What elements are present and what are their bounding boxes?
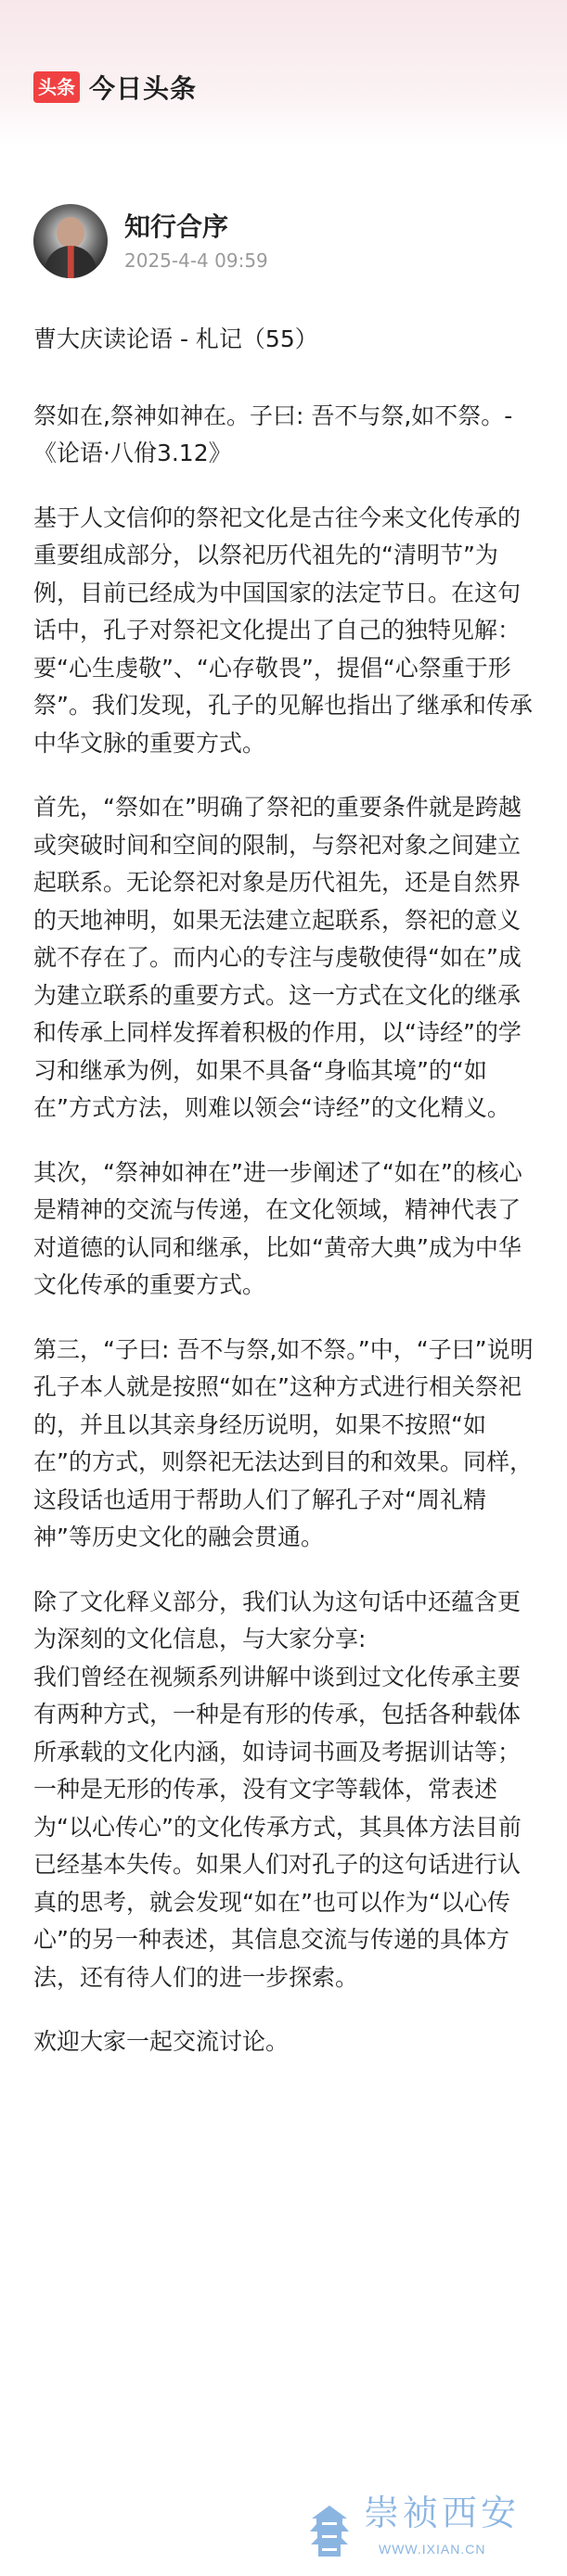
article-paragraph: 第三，“子曰: 吾不与祭,如不祭。”中，“子曰”说明孔子本人就是按照“如在”这种方式进行相关祭祀的，并且以其亲身经历说明，如果不按照“如在”的方式，则祭祀无法达到目的和效果。同样，这段话也适用于帮助人们了解孔子对“周礼精神”等历史文化的融会贯通。 [33,1335,534,1550]
article-paragraph: 基于人文信仰的祭祀文化是古往今来文化传承的重要组成部分，以祭祀历代祖先的“清明节”为例，目前已经成为中国国家的法定节日。在这句话中，孔子对祭祀文化提出了自己的独特见解：要“心生虔敬”、“心存敬畏”，提倡“心祭重于形祭”。我们发现，孔子的见解也指出了继承和传承中华文脉的重要方式。 [33,504,533,757]
publish-time: 2025-4-4 09:59 [124,249,268,273]
watermark-text: 崇祯西安 [364,2493,521,2533]
article-paragraph: 除了文化释义部分，我们认为这句话中还蕴含更为深刻的文化信息，与大家分享: 我们曾经在视频系列讲解中谈到过文化传承主要有两种方式，一种是有形的传承，包括各种载体所承载的文化内涵，如诗词书画及考据训诂等；一种是无形的传承，没有文字等载体，常表述为“以心传心”的文化传承方式，其具体方法目前已经基本失传。如果人们对孔子的这句话进行认真的思考，就会发现“如在”也可以作为“以心传心”的另一种表述，其信息交流与传递的具体方法，还有待人们的进一步探索。 [33,1588,522,1991]
avatar[interactable] [33,204,108,278]
author-row[interactable] [33,204,268,278]
author-name[interactable]: 知行合序 [124,210,229,242]
article-title: 曹大庆读论语 - 札记（55） [33,325,318,352]
author-meta [124,210,268,273]
article-paragraph: 首先，“祭如在”明确了祭祀的重要条件就是跨越或突破时间和空间的限制，与祭祀对象之间建立起联系。无论祭祀对象是历代祖先，还是自然界的天地神明，如果无法建立起联系，祭祀的意义就不存在了。而内心的专注与虔敬使得“如在”成为建立联系的重要方式。这一方式在文化的继承和传承上同样发挥着积极的作用，以“诗经”的学习和继承为例，如果不具备“身临其境”的“如在”方式方法，则难以领会“诗经”的文化精义。 [33,794,522,1121]
article-content [33,321,535,2088]
watermark [308,2494,535,2559]
app-header [0,0,567,147]
watermark-logo-icon [308,2504,351,2559]
brand-area[interactable] [33,69,197,106]
brand-name: 今日头条 [89,73,198,104]
toutiao-logo: 头条 [33,71,80,103]
watermark-url: WWW.IXIAN.CN [379,2542,486,2557]
article-closing: 欢迎大家一起交流讨论。 [33,2028,290,2055]
article-paragraph: 其次，“祭神如神在”进一步阐述了“如在”的核心是精神的交流与传递，在文化领域，精神代表了对道德的认同和继承，比如“黄帝大典”成为中华文化传承的重要方式。 [33,1158,522,1298]
article-quote: 祭如在,祭神如神在。子曰: 吾不与祭,如不祭。- 《论语·八佾3.12》 [33,402,513,466]
